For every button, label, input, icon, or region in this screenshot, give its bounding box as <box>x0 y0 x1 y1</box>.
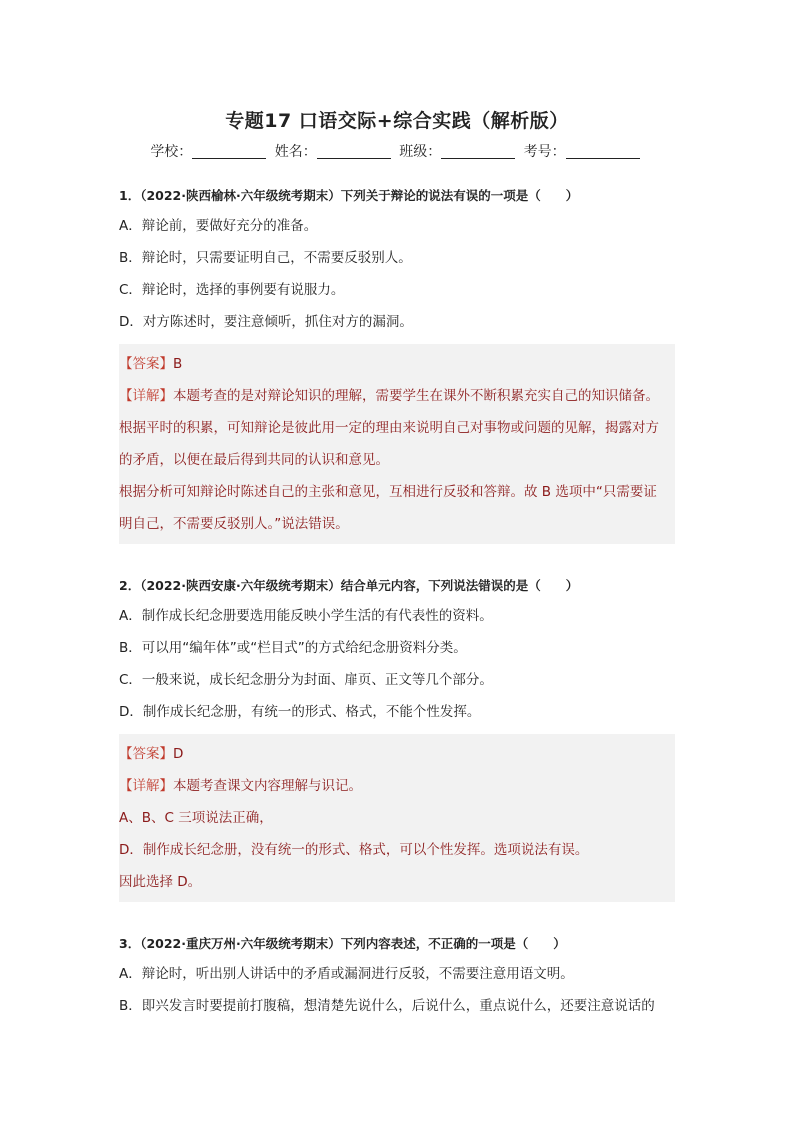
option-c: C．一般来说，成长纪念册分为封面、扉页、正文等几个部分。 <box>119 672 493 688</box>
option-d: D．对方陈述时，要注意倾听，抓住对方的漏洞。 <box>119 314 413 330</box>
option-c: C．辩论时，选择的事例要有说服力。 <box>119 282 345 298</box>
question-stem: 3．（2022·重庆万州·六年级统考期末）下列内容表述，不正确的一项是（ ） <box>119 936 566 951</box>
class-label: 班级： <box>399 144 442 160</box>
option-b: B．辩论时，只需要证明自己，不需要反驳别人。 <box>119 250 412 266</box>
question-2 <box>119 576 675 902</box>
detail-text: 本题考查课文内容理解与识记。 <box>173 778 362 794</box>
answer-block <box>119 344 675 544</box>
detail-text: 本题考查的是对辩论知识的理解，需要学生在课外不断积累充实自己的知识储备。 <box>173 388 659 404</box>
detail-line: 因此选择 D。 <box>119 874 202 890</box>
question-1 <box>119 186 675 544</box>
detail-line <box>119 770 675 802</box>
answer-value: B <box>173 356 183 372</box>
option-b: B．可以用“编年体”或“栏目式”的方式给纪念册资料分类。 <box>119 640 467 656</box>
answer-block <box>119 734 675 902</box>
question-stem: 2．（2022·陕西安康·六年级统考期末）结合单元内容，下列说法错误的是（ ） <box>119 578 579 593</box>
question-3 <box>119 934 675 1028</box>
class-blank[interactable] <box>441 144 515 159</box>
name-label: 姓名： <box>274 144 317 160</box>
school-label: 学校： <box>150 144 193 160</box>
student-info-line <box>0 141 794 161</box>
detail-line: D．制作成长纪念册，没有统一的形式、格式，可以个性发挥。选项说法有误。 <box>119 842 589 858</box>
detail-line: 根据平时的积累，可知辩论是彼此用一定的理由来说明自己对事物或问题的见解，揭露对方 <box>119 420 659 436</box>
school-blank[interactable] <box>192 144 266 159</box>
page-title: 专题17 口语交际+综合实践（解析版） <box>225 110 569 132</box>
option-a: A．辩论时，听出别人讲话中的矛盾或漏洞进行反驳，不需要注意用语文明。 <box>119 966 574 982</box>
answer-tag: 【答案】 <box>119 356 173 372</box>
answer-value: D <box>173 746 184 762</box>
exam-number-label: 考号： <box>523 144 566 160</box>
detail-line <box>119 380 675 412</box>
answer-tag: 【答案】 <box>119 746 173 762</box>
answer-line <box>119 738 675 770</box>
option-d: D．制作成长纪念册，有统一的形式、格式，不能个性发挥。 <box>119 704 481 720</box>
questions-list <box>119 186 675 1060</box>
option-b: B．即兴发言时要提前打腹稿，想清楚先说什么，后说什么，重点说什么，还要注意说话的 <box>119 998 655 1014</box>
detail-line: A、B、C 三项说法正确， <box>119 810 273 826</box>
exam-number-blank[interactable] <box>566 144 640 159</box>
detail-line: 明自己，不需要反驳别人。”说法错误。 <box>119 516 349 532</box>
detail-tag: 【详解】 <box>119 388 173 404</box>
question-stem: 1．（2022·陕西榆林·六年级统考期末）下列关于辩论的说法有误的一项是（ ） <box>119 188 579 203</box>
option-a: A．辩论前，要做好充分的准备。 <box>119 218 318 234</box>
detail-line: 根据分析可知辩论时陈述自己的主张和意见，互相进行反驳和答辩。故 B 选项中“只需要证 <box>119 484 657 500</box>
option-a: A．制作成长纪念册要选用能反映小学生活的有代表性的资料。 <box>119 608 493 624</box>
detail-line: 的矛盾，以便在最后得到共同的认识和意见。 <box>119 452 389 468</box>
name-blank[interactable] <box>317 144 391 159</box>
answer-line <box>119 348 675 380</box>
detail-tag: 【详解】 <box>119 778 173 794</box>
